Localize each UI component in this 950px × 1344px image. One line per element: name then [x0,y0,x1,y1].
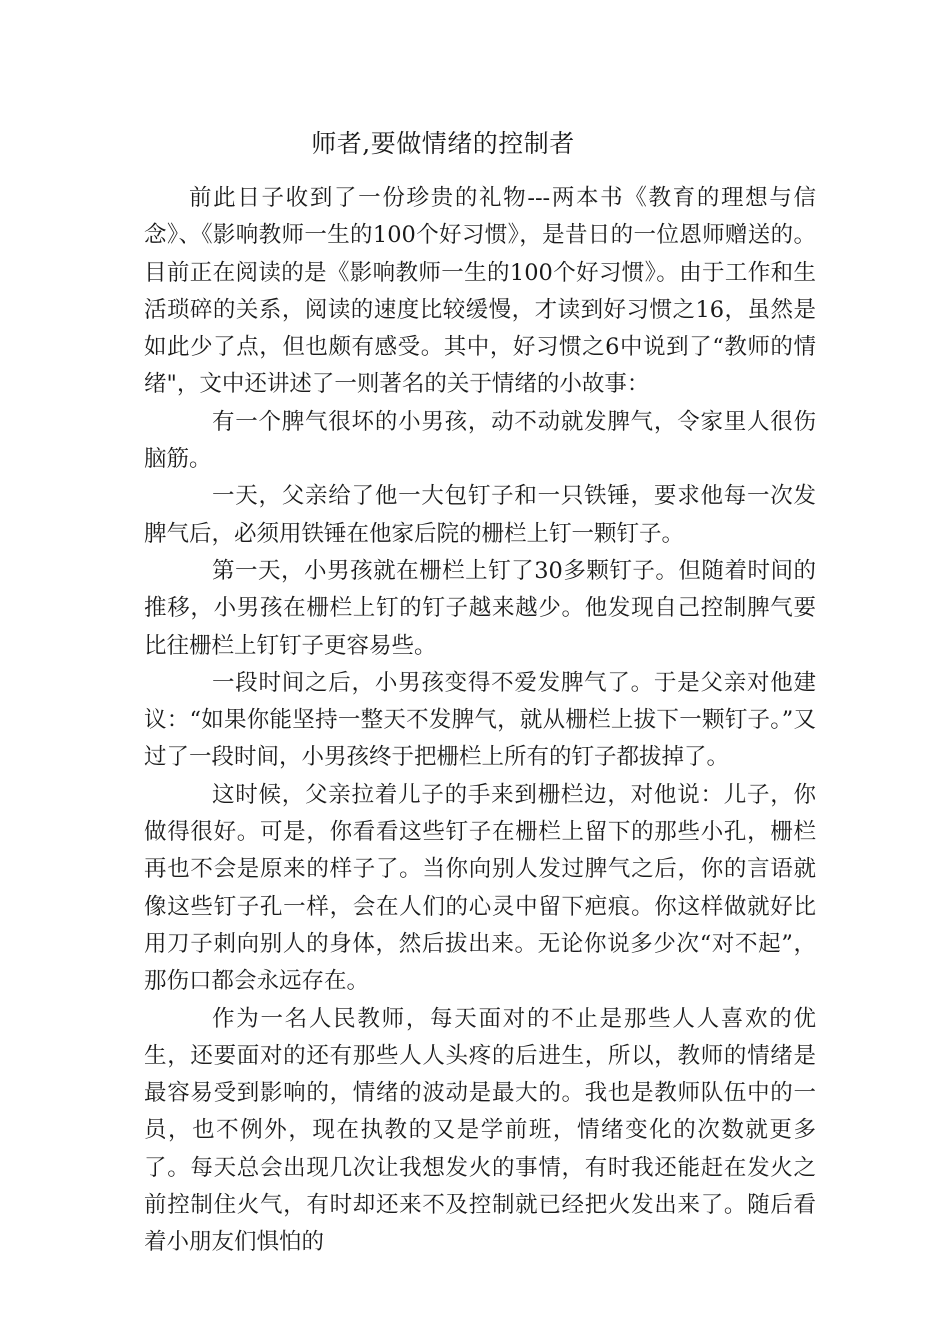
paragraph-story-1: 有一个脾气很坏的小男孩，动不动就发脾气，令家里人很伤脑筋。 [144,408,816,473]
paragraph-story-3: 第一天，小男孩就在栅栏上钉了30多颗钉子。但随着时间的推移，小男孩在栅栏上钉的钉子越来越少。他发现自己控制脾气要比往栅栏上钉钉子更容易些。 [144,557,816,659]
paragraph-intro: 前此日子收到了一份珍贵的礼物---两本书《教育的理想与信念》、《影响教师一生的100个好习惯》，是昔日的一位恩师赠送的。目前正在阅读的是《影响教师一生的100个好习惯》。由于工作和生活琐碎的关系，阅读的速度比较缓慢，才读到好习惯之16，虽然是如此少了点，但也颇有感受。其中，好习惯之6中说到了“教师的情绪"，文中还讲述了一则著名的关于情绪的小故事： [144,185,816,398]
document-body [144,180,816,1262]
paragraph-reflection: 作为一名人民教师，每天面对的不止是那些人人喜欢的优生，还要面对的还有那些人人头疼的后进生，所以，教师的情绪是最容易受到影响的，情绪的波动是最大的。我也是教师队伍中的一员，也不例外，现在执教的又是学前班，情绪变化的次数就更多了。每天总会出现几次让我想发火的事情，有时我还能赶在发火之前控制住火气，有时却还来不及控制就已经把火发出来了。随后看着小朋友们惧怕的 [144,1005,816,1256]
paragraph-story-2: 一天，父亲给了他一大包钉子和一只铁锤，要求他每一次发脾气后，必须用铁锤在他家后院的栅栏上钉一颗钉子。 [144,483,816,547]
paragraph-story-4: 一段时间之后，小男孩变得不爱发脾气了。于是父亲对他建议：“如果你能坚持一整天不发脾气，就从栅栏上拔下一颗钉子。”又过了一段时间，小男孩终于把栅栏上所有的钉子都拔掉了。 [144,669,816,771]
document-title: 师者,要做情绪的控制者 [311,129,575,158]
paragraph-story-5: 这时候，父亲拉着儿子的手来到栅栏边，对他说：儿子，你做得很好。可是，你看看这些钉子在栅栏上留下的那些小孔，栅栏再也不会是原来的样子了。当你向别人发过脾气之后，你的言语就像这些钉子孔一样，会在人们的心灵中留下疤痕。你这样做就好比用刀子刺向别人的身体，然后拔出来。无论你说多少次“对不起”，那伤口都会永远存在。 [144,781,816,995]
